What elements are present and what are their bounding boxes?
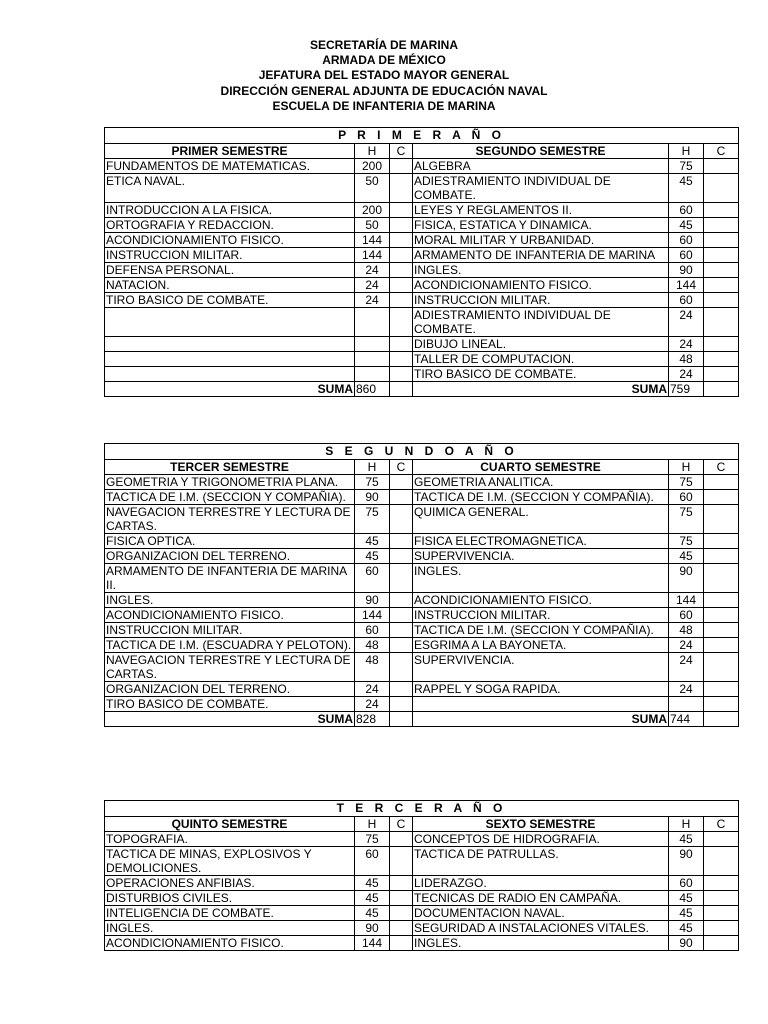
document-header: [0, 38, 768, 114]
table-row: [105, 623, 739, 638]
credits-cell: [704, 653, 739, 682]
credits-cell: [390, 490, 413, 505]
credits-header: C: [704, 460, 739, 475]
hours-cell: 90: [355, 593, 390, 608]
subject-cell: FISICA, ESTATICA Y DINAMICA.: [413, 218, 669, 233]
subject-cell: ACONDICIONAMIENTO FISICO.: [105, 608, 355, 623]
credits-cell: [390, 549, 413, 564]
hours-cell: 45: [669, 906, 704, 921]
credits-cell: [390, 921, 413, 936]
year-table: [104, 127, 739, 397]
subject-cell: ACONDICIONAMIENTO FISICO.: [413, 278, 669, 293]
credits-cell: [704, 382, 739, 397]
hours-cell: 24: [669, 337, 704, 352]
credits-cell: [390, 352, 413, 367]
credits-cell: [704, 712, 739, 727]
suma-row: [105, 712, 739, 727]
hours-cell: 60: [669, 248, 704, 263]
credits-cell: [390, 697, 413, 712]
hours-cell: 48: [355, 638, 390, 653]
subject-cell: OPERACIONES ANFIBIAS.: [105, 876, 355, 891]
hours-cell: 60: [669, 293, 704, 308]
hours-cell: 48: [669, 623, 704, 638]
credits-header: C: [390, 460, 413, 475]
table-row: [105, 682, 739, 697]
year-title-row: [105, 801, 739, 817]
hours-cell: [355, 367, 390, 382]
table-row: [105, 921, 739, 936]
table-row: [105, 218, 739, 233]
table-row: [105, 263, 739, 278]
credits-cell: [390, 564, 413, 593]
credits-cell: [390, 593, 413, 608]
credits-cell: [390, 203, 413, 218]
subject-cell: [105, 337, 355, 352]
subject-cell: INGLES.: [105, 593, 355, 608]
semester-title: SEGUNDO SEMESTRE: [413, 144, 669, 159]
credits-cell: [390, 608, 413, 623]
credits-cell: [704, 159, 739, 174]
credits-cell: [390, 174, 413, 203]
year-title: T E R C E R A Ñ O: [105, 801, 739, 817]
year-title-row: [105, 128, 739, 144]
year-title-row: [105, 444, 739, 460]
credits-cell: [390, 248, 413, 263]
hours-cell: 24: [669, 682, 704, 697]
table-row: [105, 832, 739, 847]
credits-cell: [390, 293, 413, 308]
table-row: [105, 593, 739, 608]
credits-cell: [390, 638, 413, 653]
credits-cell: [704, 352, 739, 367]
table-row: [105, 159, 739, 174]
subject-cell: TIRO BASICO DE COMBATE.: [413, 367, 669, 382]
table-row: [105, 847, 739, 876]
header-line: ESCUELA DE INFANTERIA DE MARINA: [272, 98, 496, 113]
semester-header-row: [105, 460, 739, 475]
subject-cell: ARMAMENTO DE INFANTERIA DE MARINA II.: [105, 564, 355, 593]
table-row: [105, 203, 739, 218]
subject-cell: NAVEGACION TERRESTRE Y LECTURA DE CARTAS.: [105, 505, 355, 534]
credits-cell: [390, 712, 413, 727]
subject-cell: ARMAMENTO DE INFANTERIA DE MARINA: [413, 248, 669, 263]
subject-cell: SUPERVIVENCIA.: [413, 549, 669, 564]
table-row: [105, 308, 739, 337]
credits-cell: [704, 505, 739, 534]
table-row: [105, 233, 739, 248]
hours-cell: 24: [669, 308, 704, 337]
hours-cell: 24: [355, 293, 390, 308]
hours-header: H: [355, 817, 390, 832]
credits-cell: [390, 367, 413, 382]
table-row: [105, 891, 739, 906]
header-line: DIRECCIÓN GENERAL ADJUNTA DE EDUCACIÓN NAVAL: [220, 83, 548, 98]
hours-cell: 75: [669, 475, 704, 490]
hours-header: H: [669, 144, 704, 159]
subject-cell: INTRODUCCION A LA FISICA.: [105, 203, 355, 218]
hours-cell: 60: [355, 847, 390, 876]
subject-cell: ALGEBRA: [413, 159, 669, 174]
credits-cell: [704, 891, 739, 906]
subject-cell: ORGANIZACION DEL TERRENO.: [105, 682, 355, 697]
credits-cell: [390, 505, 413, 534]
subject-cell: ORGANIZACION DEL TERRENO.: [105, 549, 355, 564]
hours-cell: 75: [355, 505, 390, 534]
hours-cell: 144: [355, 233, 390, 248]
hours-cell: 90: [669, 847, 704, 876]
suma-value: 759: [669, 382, 704, 397]
hours-cell: 45: [669, 174, 704, 203]
semester-title: SEXTO SEMESTRE: [413, 817, 669, 832]
subject-cell: LIDERAZGO.: [413, 876, 669, 891]
credits-cell: [390, 936, 413, 951]
credits-cell: [704, 174, 739, 203]
hours-cell: 144: [669, 278, 704, 293]
hours-cell: 75: [669, 159, 704, 174]
subject-cell: [105, 352, 355, 367]
credits-cell: [704, 278, 739, 293]
credits-cell: [704, 549, 739, 564]
hours-header: H: [355, 460, 390, 475]
header-line: ARMADA DE MÉXICO: [322, 53, 446, 68]
table-row: [105, 876, 739, 891]
table-row: [105, 367, 739, 382]
subject-cell: ETICA NAVAL.: [105, 174, 355, 203]
subject-cell: GEOMETRIA Y TRIGONOMETRIA PLANA.: [105, 475, 355, 490]
credits-cell: [390, 623, 413, 638]
subject-cell: DOCUMENTACION NAVAL.: [413, 906, 669, 921]
table-row: [105, 505, 739, 534]
subject-cell: TECNICAS DE RADIO EN CAMPAÑA.: [413, 891, 669, 906]
subject-cell: [413, 697, 669, 712]
suma-label: SUMA: [105, 382, 355, 397]
hours-cell: 45: [355, 906, 390, 921]
hours-cell: 45: [355, 534, 390, 549]
hours-cell: 50: [355, 218, 390, 233]
year-table: [104, 800, 739, 951]
credits-header: C: [704, 817, 739, 832]
table-row: [105, 697, 739, 712]
suma-label: SUMA: [413, 382, 669, 397]
credits-cell: [390, 278, 413, 293]
subject-cell: [105, 367, 355, 382]
subject-cell: QUIMICA GENERAL.: [413, 505, 669, 534]
credits-cell: [704, 623, 739, 638]
subject-cell: INGLES.: [105, 921, 355, 936]
hours-cell: [355, 352, 390, 367]
hours-cell: [669, 697, 704, 712]
hours-cell: 60: [669, 233, 704, 248]
subject-cell: INGLES.: [413, 564, 669, 593]
table-row: [105, 293, 739, 308]
subject-cell: TACTICA DE MINAS, EXPLOSIVOS Y DEMOLICIONES.: [105, 847, 355, 876]
hours-cell: 60: [355, 623, 390, 638]
year-table: [104, 443, 739, 727]
subject-cell: ADIESTRAMIENTO INDIVIDUAL DE COMBATE.: [413, 174, 669, 203]
subject-cell: INSTRUCCION MILITAR.: [105, 248, 355, 263]
hours-cell: 90: [355, 490, 390, 505]
table-row: [105, 906, 739, 921]
page-cutoff: [0, 972, 768, 1024]
hours-cell: 75: [355, 475, 390, 490]
suma-value: 828: [355, 712, 390, 727]
subject-cell: TIRO BASICO DE COMBATE.: [105, 697, 355, 712]
subject-cell: ACONDICIONAMIENTO FISICO.: [413, 593, 669, 608]
hours-cell: 45: [355, 891, 390, 906]
subject-cell: TACTICA DE I.M. (SECCION Y COMPAÑIA).: [413, 623, 669, 638]
hours-cell: 45: [669, 549, 704, 564]
credits-cell: [704, 906, 739, 921]
credits-cell: [704, 608, 739, 623]
hours-cell: [355, 308, 390, 337]
subject-cell: DIBUJO LINEAL.: [413, 337, 669, 352]
hours-cell: 24: [355, 263, 390, 278]
credits-cell: [390, 906, 413, 921]
table-row: [105, 475, 739, 490]
credits-cell: [390, 682, 413, 697]
credits-cell: [390, 337, 413, 352]
subject-cell: INTELIGENCIA DE COMBATE.: [105, 906, 355, 921]
semester-title: QUINTO SEMESTRE: [105, 817, 355, 832]
subject-cell: ACONDICIONAMIENTO FISICO.: [105, 936, 355, 951]
subject-cell: ORTOGRAFIA Y REDACCION.: [105, 218, 355, 233]
subject-cell: FUNDAMENTOS DE MATEMATICAS.: [105, 159, 355, 174]
credits-cell: [704, 203, 739, 218]
hours-cell: 200: [355, 159, 390, 174]
semester-title: CUARTO SEMESTRE: [413, 460, 669, 475]
credits-cell: [704, 490, 739, 505]
subject-cell: DEFENSA PERSONAL.: [105, 263, 355, 278]
hours-cell: 45: [669, 218, 704, 233]
hours-cell: 144: [355, 608, 390, 623]
table-row: [105, 337, 739, 352]
hours-cell: 60: [669, 490, 704, 505]
table-row: [105, 278, 739, 293]
credits-cell: [704, 936, 739, 951]
hours-cell: 24: [669, 638, 704, 653]
credits-cell: [390, 159, 413, 174]
hours-cell: 45: [669, 921, 704, 936]
hours-cell: 60: [669, 203, 704, 218]
table-row: [105, 936, 739, 951]
credits-cell: [704, 293, 739, 308]
subject-cell: CONCEPTOS DE HIDROGRAFIA.: [413, 832, 669, 847]
subject-cell: INSTRUCCION MILITAR.: [105, 623, 355, 638]
credits-cell: [704, 534, 739, 549]
table-row: [105, 653, 739, 682]
hours-cell: 75: [669, 534, 704, 549]
subject-cell: INGLES.: [413, 936, 669, 951]
subject-cell: FISICA ELECTROMAGNETICA.: [413, 534, 669, 549]
subject-cell: GEOMETRIA ANALITICA.: [413, 475, 669, 490]
credits-cell: [390, 832, 413, 847]
subject-cell: RAPPEL Y SOGA RAPIDA.: [413, 682, 669, 697]
credits-cell: [704, 564, 739, 593]
table-row: [105, 534, 739, 549]
credits-header: C: [704, 144, 739, 159]
hours-cell: 90: [669, 936, 704, 951]
semester-title: TERCER SEMESTRE: [105, 460, 355, 475]
semester-title: PRIMER SEMESTRE: [105, 144, 355, 159]
credits-cell: [390, 382, 413, 397]
hours-cell: 90: [669, 263, 704, 278]
table-row: [105, 174, 739, 203]
credits-cell: [390, 876, 413, 891]
subject-cell: MORAL MILITAR Y URBANIDAD.: [413, 233, 669, 248]
table-row: [105, 490, 739, 505]
hours-cell: 50: [355, 174, 390, 203]
credits-cell: [390, 233, 413, 248]
suma-value: 744: [669, 712, 704, 727]
credits-cell: [704, 218, 739, 233]
hours-cell: 90: [669, 564, 704, 593]
hours-header: H: [669, 817, 704, 832]
hours-header: H: [669, 460, 704, 475]
hours-cell: 48: [669, 352, 704, 367]
hours-cell: 75: [669, 505, 704, 534]
subject-cell: TACTICA DE I.M. (ESCUADRA Y PELOTON).: [105, 638, 355, 653]
suma-value: 860: [355, 382, 390, 397]
hours-cell: [355, 337, 390, 352]
credits-cell: [704, 921, 739, 936]
hours-cell: 75: [355, 832, 390, 847]
subject-cell: TACTICA DE PATRULLAS.: [413, 847, 669, 876]
subject-cell: ACONDICIONAMIENTO FISICO.: [105, 233, 355, 248]
hours-cell: 45: [669, 832, 704, 847]
credits-cell: [704, 876, 739, 891]
header-line: SECRETARÍA DE MARINA: [309, 38, 458, 52]
table-row: [105, 638, 739, 653]
credits-cell: [390, 534, 413, 549]
year-title: S E G U N D O A Ñ O: [105, 444, 739, 460]
credits-cell: [704, 233, 739, 248]
credits-cell: [390, 308, 413, 337]
hours-cell: 24: [669, 653, 704, 682]
credits-cell: [704, 682, 739, 697]
semester-header-row: [105, 144, 739, 159]
subject-cell: TIRO BASICO DE COMBATE.: [105, 293, 355, 308]
subject-cell: ADIESTRAMIENTO INDIVIDUAL DE COMBATE.: [413, 308, 669, 337]
table-row: [105, 248, 739, 263]
subject-cell: FISICA OPTICA.: [105, 534, 355, 549]
suma-row: [105, 382, 739, 397]
subject-cell: INSTRUCCION MILITAR.: [413, 608, 669, 623]
hours-cell: 45: [355, 876, 390, 891]
subject-cell: [105, 308, 355, 337]
credits-header: C: [390, 144, 413, 159]
subject-cell: ESGRIMA A LA BAYONETA.: [413, 638, 669, 653]
subject-cell: INGLES.: [413, 263, 669, 278]
credits-header: C: [390, 817, 413, 832]
table-row: [105, 352, 739, 367]
hours-cell: 24: [355, 278, 390, 293]
credits-cell: [704, 697, 739, 712]
subject-cell: SEGURIDAD A INSTALACIONES VITALES.: [413, 921, 669, 936]
credits-cell: [704, 638, 739, 653]
hours-cell: 48: [355, 653, 390, 682]
hours-cell: 144: [669, 593, 704, 608]
hours-cell: 24: [669, 367, 704, 382]
hours-cell: 90: [355, 921, 390, 936]
subject-cell: TOPOGRAFIA.: [105, 832, 355, 847]
subject-cell: NAVEGACION TERRESTRE Y LECTURA DE CARTAS.: [105, 653, 355, 682]
semester-header-row: [105, 817, 739, 832]
credits-cell: [704, 593, 739, 608]
subject-cell: TALLER DE COMPUTACION.: [413, 352, 669, 367]
hours-cell: 144: [355, 248, 390, 263]
hours-cell: 60: [669, 608, 704, 623]
table-row: [105, 549, 739, 564]
credits-cell: [390, 653, 413, 682]
subject-cell: SUPERVIVENCIA.: [413, 653, 669, 682]
header-line: JEFATURA DEL ESTADO MAYOR GENERAL: [258, 68, 510, 83]
hours-header: H: [355, 144, 390, 159]
hours-cell: 144: [355, 936, 390, 951]
credits-cell: [704, 337, 739, 352]
hours-cell: 24: [355, 682, 390, 697]
credits-cell: [390, 891, 413, 906]
subject-cell: LEYES Y REGLAMENTOS II.: [413, 203, 669, 218]
hours-cell: 45: [355, 549, 390, 564]
subject-cell: DISTURBIOS CIVILES.: [105, 891, 355, 906]
credits-cell: [390, 218, 413, 233]
hours-cell: 60: [355, 564, 390, 593]
credits-cell: [704, 308, 739, 337]
credits-cell: [704, 248, 739, 263]
credits-cell: [390, 847, 413, 876]
hours-cell: 60: [669, 876, 704, 891]
credits-cell: [704, 367, 739, 382]
subject-cell: NATACION.: [105, 278, 355, 293]
hours-cell: 24: [355, 697, 390, 712]
credits-cell: [704, 475, 739, 490]
credits-cell: [390, 263, 413, 278]
subject-cell: TACTICA DE I.M. (SECCION Y COMPAÑIA).: [413, 490, 669, 505]
hours-cell: 200: [355, 203, 390, 218]
table-row: [105, 608, 739, 623]
suma-label: SUMA: [413, 712, 669, 727]
credits-cell: [704, 847, 739, 876]
credits-cell: [704, 832, 739, 847]
credits-cell: [704, 263, 739, 278]
subject-cell: TACTICA DE I.M. (SECCION Y COMPAÑIA).: [105, 490, 355, 505]
credits-cell: [390, 475, 413, 490]
hours-cell: 45: [669, 891, 704, 906]
table-row: [105, 564, 739, 593]
subject-cell: INSTRUCCION MILITAR.: [413, 293, 669, 308]
suma-label: SUMA: [105, 712, 355, 727]
year-title: P R I M E R A Ñ O: [105, 128, 739, 144]
